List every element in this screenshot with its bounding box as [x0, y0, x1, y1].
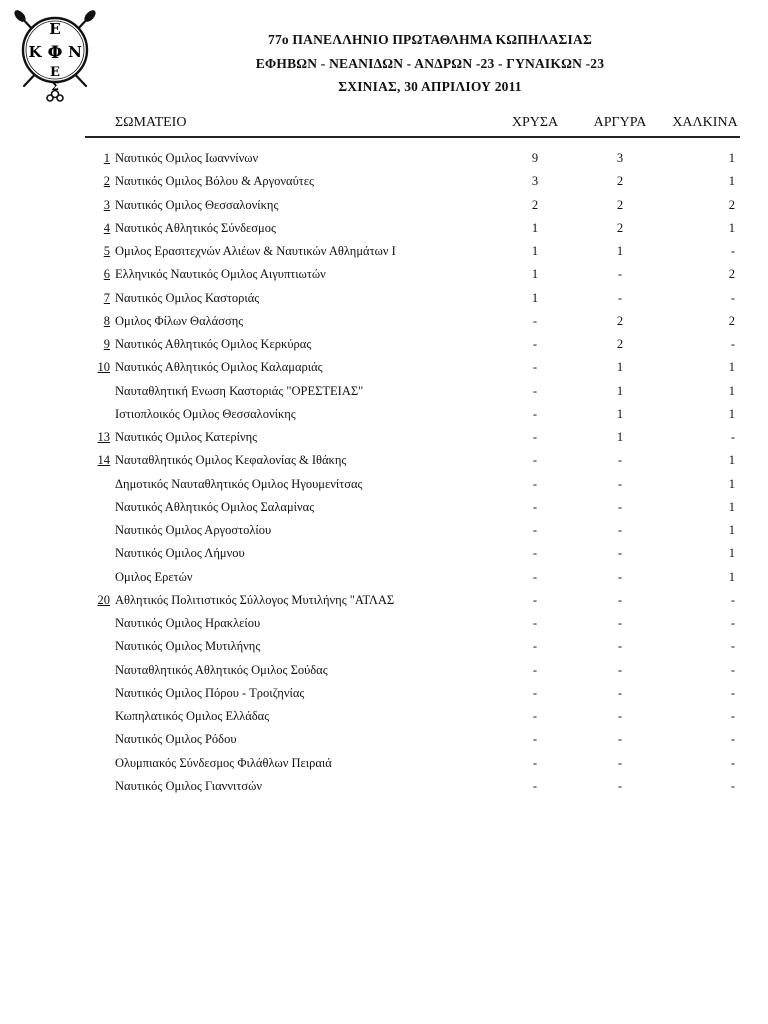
table-row	[85, 542, 740, 565]
rank-cell: 20	[97, 592, 110, 607]
gold-cell: -	[532, 360, 538, 375]
club-cell: Ναυτικός Αθλητικός Σύνδεσμος	[115, 220, 276, 235]
bronze-cell: -	[730, 778, 735, 793]
silver-cell: -	[617, 755, 623, 770]
silver-cell: -	[617, 685, 623, 700]
silver-cell: 1	[616, 430, 624, 444]
logo-letter-top: Ε	[49, 20, 61, 38]
logo-letter-right: Ν	[68, 43, 82, 61]
table-row	[85, 473, 740, 496]
gold-cell: -	[532, 592, 538, 607]
table-row	[85, 426, 740, 449]
table-row	[85, 287, 740, 310]
club-cell: Ναυτικός Ομιλος Κατερίνης	[115, 430, 258, 444]
club-cell: Δημοτικός Ναυταθλητικός Ομιλος Ηγουμενίτσας	[115, 476, 363, 491]
silver-cell: -	[617, 592, 623, 607]
bronze-cell: -	[730, 685, 735, 700]
silver-cell: -	[617, 732, 623, 747]
header-bronze: ΧΑΛΚΙΝΑ	[672, 115, 738, 130]
title-line-location-date: ΣΧΙΝΙΑΣ, 30 ΑΠΡΙΛΙΟΥ 2011	[338, 79, 522, 94]
bronze-cell: 1	[728, 220, 735, 235]
table-row	[85, 705, 740, 728]
silver-cell: 3	[616, 151, 624, 165]
table-row	[85, 170, 740, 193]
club-cell: Ναυτικός Ομιλος Ηρακλείου	[115, 616, 261, 630]
club-cell: Ναυτικός Ομιλος Ιωαννίνων	[115, 151, 259, 165]
title-line-championship: 77ο ΠΑΝΕΛΛΗΝΙΟ ΠΡΩΤΑΘΛΗΜΑ ΚΩΠΗΛΑΣΙΑΣ	[268, 32, 592, 47]
table-row	[85, 519, 740, 542]
gold-cell: -	[532, 546, 538, 561]
bronze-cell: -	[730, 639, 735, 654]
silver-cell: 1	[616, 244, 624, 258]
rank-cell: 8	[103, 313, 110, 328]
gold-cell: -	[532, 778, 538, 793]
bronze-cell: 1	[728, 174, 735, 189]
header-gold: ΧΡΥΣΑ	[511, 115, 559, 130]
medal-table	[85, 147, 740, 798]
gold-cell: -	[532, 616, 538, 630]
silver-cell: -	[617, 778, 623, 793]
bronze-cell: -	[730, 732, 735, 747]
silver-cell: -	[617, 476, 623, 491]
bronze-cell: -	[730, 337, 735, 351]
bronze-cell: -	[730, 616, 735, 630]
silver-cell: -	[617, 453, 623, 468]
club-cell: Ναυτικός Ομιλος Πόρου - Τροιζηνίας	[115, 685, 305, 700]
gold-cell: 1	[531, 290, 539, 305]
table-row	[85, 217, 740, 240]
club-cell: Ναυτικός Ομιλος Αργοστολίου	[115, 523, 272, 537]
club-cell: Ναυτικός Ομιλος Ρόδου	[115, 732, 237, 747]
silver-cell: 2	[616, 220, 624, 235]
table-row	[85, 333, 740, 356]
bronze-cell: -	[730, 244, 735, 258]
club-cell: Ολυμπιακός Σύνδεσμος Φιλάθλων Πειραιά	[115, 755, 332, 770]
table-row	[85, 728, 740, 751]
club-cell: Ναυτικός Αθλητικός Ομιλος Σαλαμίνας	[115, 499, 315, 514]
club-cell: Ομιλος Ερασιτεχνών Αλιέων & Ναυτικών Αθλημάτων Ι	[115, 244, 396, 258]
bronze-cell: 1	[728, 523, 735, 537]
club-cell: Ναυταθλητικός Αθλητικός Ομιλος Σούδας	[115, 662, 328, 677]
club-cell: Κωπηλατικός Ομιλος Ελλάδας	[115, 709, 270, 723]
gold-cell: -	[532, 476, 538, 491]
table-row	[85, 147, 740, 170]
table-row	[85, 403, 740, 426]
bronze-cell: 1	[728, 151, 735, 165]
rank-cell: 4	[103, 220, 110, 235]
rank-cell: 2	[103, 174, 110, 189]
table-row	[85, 566, 740, 589]
silver-cell: -	[617, 499, 623, 514]
rank-cell: 6	[103, 267, 110, 282]
bronze-cell: -	[730, 662, 735, 677]
table-row	[85, 659, 740, 682]
silver-cell: -	[617, 662, 623, 677]
table-row	[85, 682, 740, 705]
club-cell: Ομιλος Ερετών	[115, 569, 193, 584]
rank-cell: 14	[97, 453, 110, 468]
club-cell: Ομιλος Φίλων Θαλάσσης	[115, 313, 244, 328]
club-cell: Ναυτικός Ομιλος Θεσσαλονίκης	[115, 197, 279, 212]
rank-cell: 7	[103, 290, 110, 305]
header-club: ΣΩΜΑΤΕΙΟ	[115, 115, 187, 130]
table-row	[85, 380, 740, 403]
bronze-cell: -	[730, 755, 735, 770]
gold-cell: -	[532, 406, 538, 421]
federation-logo	[12, 10, 98, 102]
gold-cell: -	[532, 499, 538, 514]
bronze-cell: 1	[728, 499, 735, 514]
gold-cell: 9	[531, 151, 539, 165]
table-row	[85, 752, 740, 775]
title-line-categories: ΕΦΗΒΩΝ - ΝΕΑΝΙΔΩΝ - ΑΝΔΡΩΝ -23 - ΓΥΝΑΙΚΩΝ -23	[255, 55, 605, 71]
club-cell: Ναυτικός Ομιλος Καστοριάς	[115, 290, 260, 305]
bronze-cell: 1	[728, 476, 735, 491]
table-header	[85, 112, 740, 136]
header-divider	[85, 136, 740, 138]
rank-cell: 10	[97, 360, 110, 375]
table-row	[85, 194, 740, 217]
logo-letter-bottom2: Σ	[51, 80, 59, 93]
gold-cell: -	[532, 639, 538, 654]
logo-letter-left: Κ	[28, 43, 42, 61]
silver-cell: -	[617, 709, 623, 723]
rank-cell: 3	[103, 197, 110, 212]
bronze-cell: -	[730, 709, 735, 723]
silver-cell: -	[617, 267, 623, 282]
club-cell: Ναυταθλητικός Ομιλος Κεφαλονίας & Ιθάκης	[115, 453, 347, 468]
silver-cell: -	[617, 290, 623, 305]
rank-cell: 5	[103, 244, 110, 258]
table-row	[85, 775, 740, 798]
gold-cell: 1	[531, 220, 539, 235]
document-title	[130, 28, 730, 99]
rank-cell: 9	[103, 337, 110, 351]
silver-cell: -	[617, 569, 623, 584]
bronze-cell: -	[730, 592, 735, 607]
silver-cell: 2	[616, 313, 624, 328]
table-row	[85, 240, 740, 263]
silver-cell: 1	[616, 383, 624, 398]
silver-cell: 2	[616, 197, 624, 212]
gold-cell: 3	[531, 174, 539, 189]
gold-cell: -	[532, 709, 538, 723]
gold-cell: 1	[531, 267, 539, 282]
bronze-cell: -	[730, 290, 735, 305]
silver-cell: -	[617, 616, 623, 630]
club-cell: Ναυτικός Αθλητικός Ομιλος Καλαμαριάς	[115, 360, 323, 375]
bronze-cell: 1	[728, 453, 735, 468]
bronze-cell: 1	[728, 360, 735, 375]
silver-cell: 2	[616, 337, 624, 351]
bronze-cell: 2	[728, 197, 735, 212]
silver-cell: -	[617, 546, 623, 561]
silver-cell: -	[617, 523, 623, 537]
bronze-cell: 2	[728, 313, 735, 328]
club-cell: Ναυτικός Ομιλος Λήμνου	[115, 546, 245, 561]
club-cell: Ναυτικός Ομιλος Γιαννιτσών	[115, 778, 262, 793]
gold-cell: -	[532, 453, 538, 468]
table-row	[85, 496, 740, 519]
logo-letter-bottom: Ε	[50, 65, 60, 80]
silver-cell: 1	[616, 360, 624, 375]
logo-letter-center: Φ	[47, 43, 63, 63]
club-cell: Ναυτικός Ομιλος Βόλου & Αργοναύτες	[115, 174, 314, 189]
table-row	[85, 310, 740, 333]
rank-cell: 13	[97, 430, 110, 444]
table-row	[85, 635, 740, 658]
gold-cell: -	[532, 313, 538, 328]
table-row	[85, 589, 740, 612]
gold-cell: -	[532, 523, 538, 537]
club-cell: Ιστιοπλοικός Ομιλος Θεσσαλονίκης	[115, 406, 296, 421]
gold-cell: -	[532, 732, 538, 747]
gold-cell: -	[532, 337, 538, 351]
gold-cell: -	[532, 662, 538, 677]
table-row	[85, 356, 740, 379]
club-cell: Αθλητικός Πολιτιστικός Σύλλογος Μυτιλήνης "ΑΤΛΑΣ	[115, 592, 395, 607]
silver-cell: 2	[616, 174, 624, 189]
rank-cell: 1	[103, 151, 110, 165]
silver-cell: 1	[616, 406, 624, 421]
club-cell: Ναυτικός Ομιλος Μυτιλήνης	[115, 639, 261, 654]
gold-cell: 1	[531, 244, 539, 258]
gold-cell: -	[532, 569, 538, 584]
silver-cell: -	[617, 639, 623, 654]
club-cell: Ελληνικός Ναυτικός Ομιλος Αιγυπτιωτών	[115, 267, 326, 282]
table-row	[85, 263, 740, 286]
gold-cell: -	[532, 383, 538, 398]
bronze-cell: 1	[728, 546, 735, 561]
bronze-cell: -	[730, 430, 735, 444]
club-cell: Ναυτικός Αθλητικός Ομιλος Κερκύρας	[115, 337, 312, 351]
club-cell: Ναυταθλητική Ενωση Καστοριάς "ΟΡΕΣΤΕΙΑΣ"	[115, 383, 364, 398]
gold-cell: -	[532, 430, 538, 444]
gold-cell: 2	[531, 197, 539, 212]
gold-cell: -	[532, 755, 538, 770]
table-row	[85, 449, 740, 472]
bronze-cell: 1	[728, 406, 735, 421]
gold-cell: -	[532, 685, 538, 700]
bronze-cell: 1	[728, 383, 735, 398]
bronze-cell: 2	[728, 267, 735, 282]
bronze-cell: 1	[728, 569, 735, 584]
header-silver: ΑΡΓΥΡΑ	[593, 115, 647, 130]
table-row	[85, 612, 740, 635]
